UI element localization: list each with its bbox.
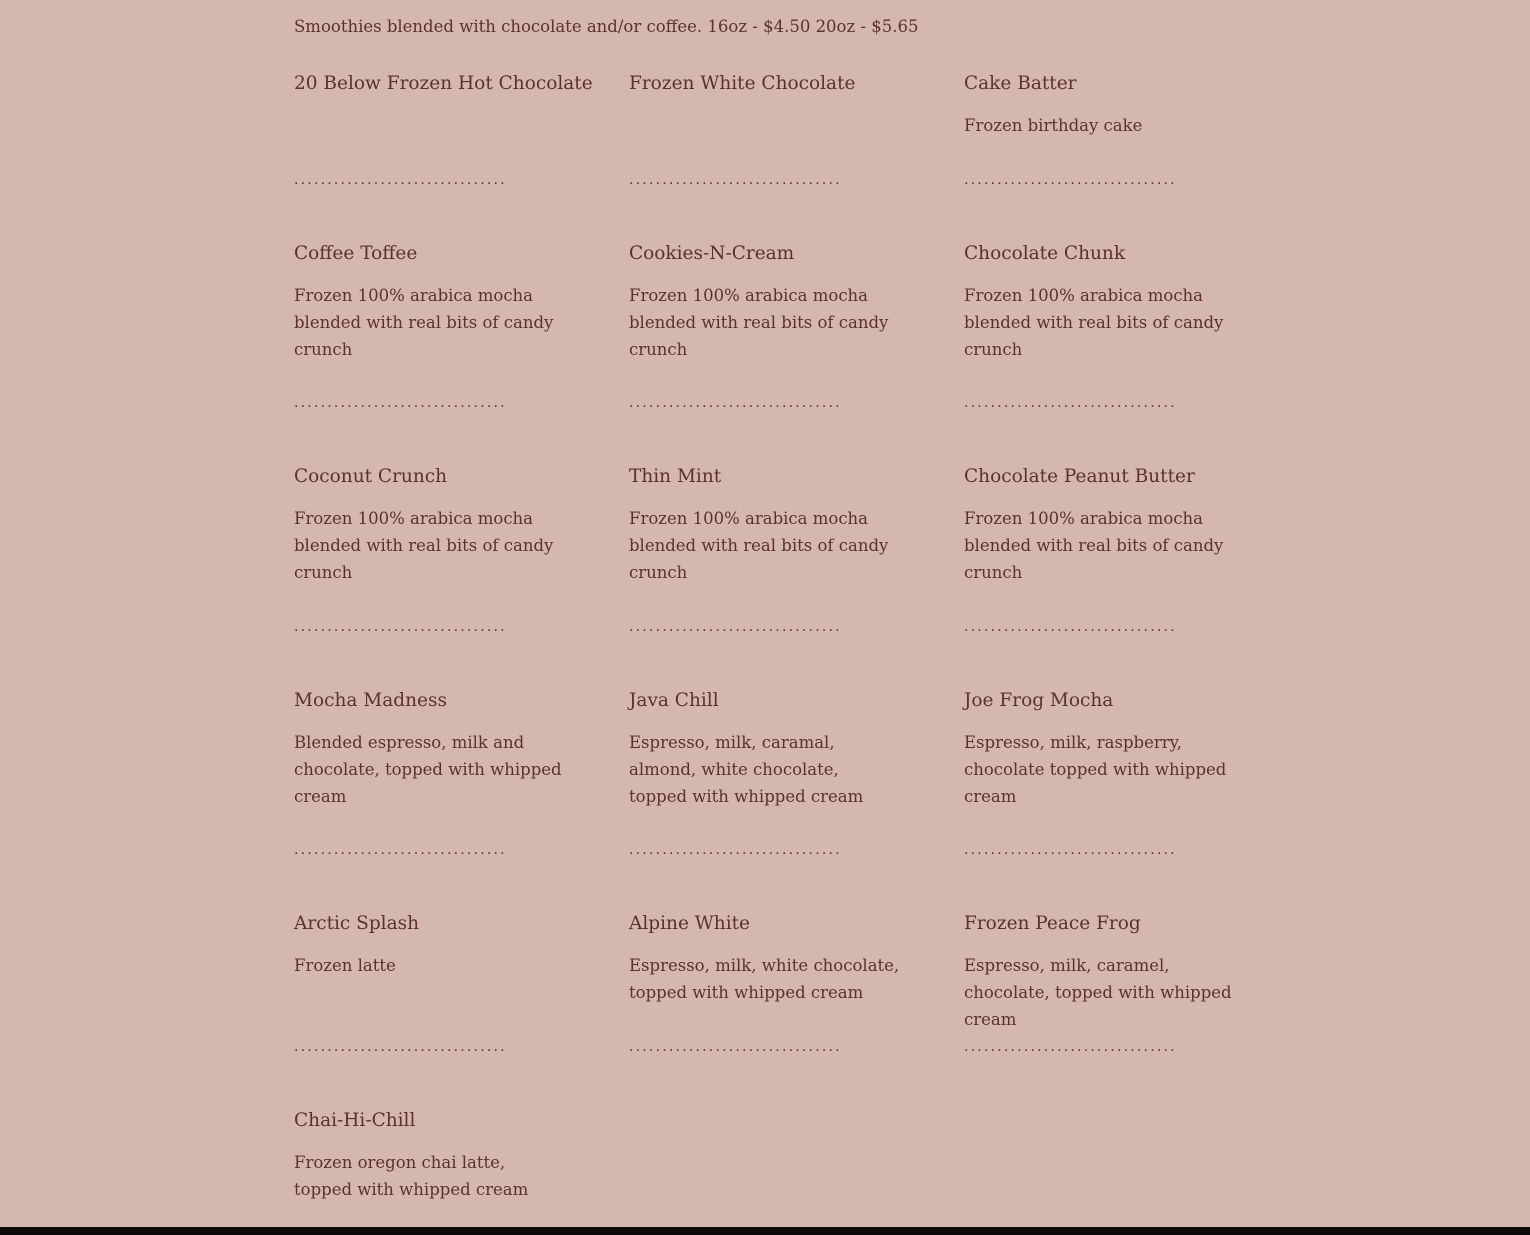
menu-item (964, 689, 1236, 810)
menu-item-name: Frozen Peace Frog (964, 913, 1141, 934)
dotted-divider: ................................ (964, 395, 1177, 411)
menu-item (964, 72, 1236, 139)
menu-intro-text: Smoothies blended with chocolate and/or coffee. 16oz - $4.50 20oz - $5.65 (294, 17, 919, 36)
dotted-divider: ................................ (294, 1039, 507, 1055)
dotted-divider: ................................ (629, 1039, 842, 1055)
dotted-divider: ................................ (294, 395, 507, 411)
menu-item-name: Joe Frog Mocha (964, 690, 1114, 711)
menu-item-description: Frozen 100% arabica mocha blended with real bits of candy crunch (294, 286, 554, 359)
menu-item-description: Frozen birthday cake (964, 116, 1143, 135)
menu-item-description: Frozen 100% arabica mocha blended with real bits of candy crunch (964, 509, 1224, 582)
menu-item-name: Chai-Hi-Chill (294, 1110, 416, 1131)
dotted-divider: ................................ (629, 619, 842, 635)
menu-item-description: Frozen 100% arabica mocha blended with real bits of candy crunch (629, 509, 889, 582)
menu-item-description: Frozen latte (294, 956, 396, 975)
dotted-divider: ................................ (964, 172, 1177, 188)
menu-item-description: Espresso, milk, white chocolate, topped with whipped cream (629, 956, 900, 1002)
menu-item-name: Thin Mint (629, 466, 722, 487)
menu-item (629, 72, 901, 112)
menu-item-name: Java Chill (629, 690, 719, 711)
menu-item (629, 242, 901, 363)
menu-item-description: Frozen 100% arabica mocha blended with real bits of candy crunch (964, 286, 1224, 359)
dotted-divider: ................................ (629, 842, 842, 858)
menu-item-name: Cookies-N-Cream (629, 243, 795, 264)
menu-item-name: Alpine White (629, 913, 751, 934)
menu-item-name: Mocha Madness (294, 690, 447, 711)
menu-item-description: Espresso, milk, raspberry, chocolate topped with whipped cream (964, 733, 1227, 806)
menu-item (294, 72, 593, 112)
menu-item (294, 465, 566, 586)
dotted-divider: ................................ (964, 619, 1177, 635)
dotted-divider: ................................ (964, 842, 1177, 858)
menu-item-name: Coconut Crunch (294, 466, 448, 487)
menu-item-description: Frozen 100% arabica mocha blended with real bits of candy crunch (629, 286, 889, 359)
menu-item (629, 912, 901, 1006)
menu-item (629, 689, 901, 810)
menu-item-name: Chocolate Peanut Butter (964, 466, 1195, 487)
menu-item (964, 912, 1236, 1033)
dotted-divider: ................................ (294, 842, 507, 858)
menu-item-description: Frozen oregon chai latte, topped with whipped cream (294, 1153, 529, 1199)
menu-item-name: 20 Below Frozen Hot Chocolate (294, 73, 593, 94)
menu-item-name: Chocolate Chunk (964, 243, 1126, 264)
menu-item-description: Frozen 100% arabica mocha blended with real bits of candy crunch (294, 509, 554, 582)
menu-item (964, 242, 1236, 363)
menu-item-name: Coffee Toffee (294, 243, 418, 264)
menu-item-name: Arctic Splash (294, 913, 420, 934)
dotted-divider: ................................ (294, 619, 507, 635)
menu-item (294, 1109, 566, 1203)
menu-item-description: Blended espresso, milk and chocolate, topped with whipped cream (294, 733, 562, 806)
menu-item (294, 242, 566, 363)
menu-item (964, 465, 1236, 586)
dotted-divider: ................................ (294, 172, 507, 188)
dotted-divider: ................................ (629, 172, 842, 188)
menu-item-description: Espresso, milk, caramel, chocolate, topped with whipped cream (964, 956, 1232, 1029)
footer-bar (0, 1227, 1530, 1235)
dotted-divider: ................................ (964, 1039, 1177, 1055)
menu-item (629, 465, 901, 586)
dotted-divider: ................................ (629, 395, 842, 411)
menu-item-description: Espresso, milk, caramal, almond, white chocolate, topped with whipped cream (629, 733, 864, 806)
menu-item-name: Cake Batter (964, 73, 1077, 94)
menu-item-name: Frozen White Chocolate (629, 73, 856, 94)
menu-item (294, 689, 566, 810)
menu-item (294, 912, 566, 979)
